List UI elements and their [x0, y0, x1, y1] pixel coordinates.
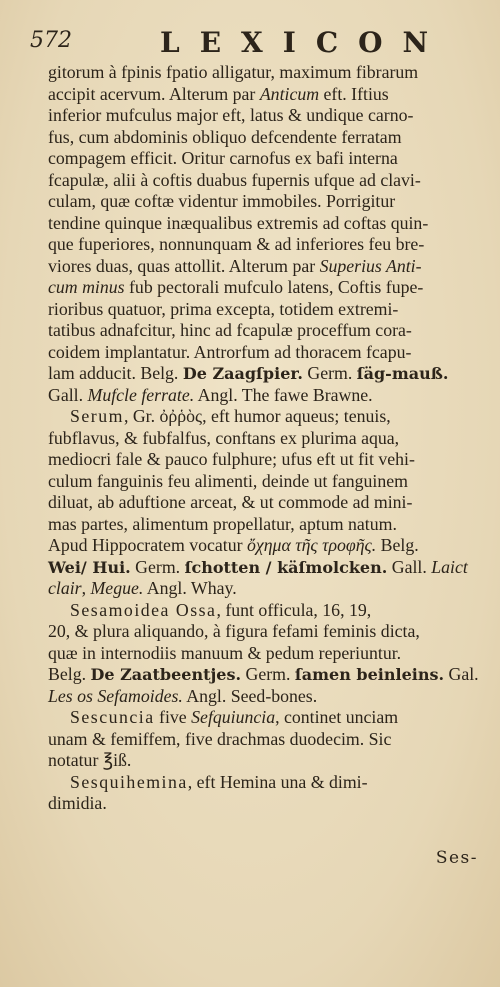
- text-segment: mediocri fale & pauco fulphure; ufus eft ut fit vehi-: [48, 449, 415, 469]
- text-line: [48, 428, 472, 450]
- text-segment: , eft Hemina una & dimi-: [187, 771, 368, 792]
- text-segment: Sefquiuncia: [191, 707, 276, 727]
- text-line: [48, 148, 472, 170]
- text-line: [48, 213, 472, 235]
- text-segment: gitorum à fpinis fpatio alligatur, maximum fibrarum: [48, 62, 419, 82]
- text-segment: Gall.: [48, 384, 88, 405]
- text-segment: diluat, ab aduftione arceat, & ut commode ad mini-: [48, 492, 413, 512]
- text-line: [48, 750, 472, 772]
- text-line: [48, 772, 472, 794]
- text-segment: clair: [48, 578, 82, 598]
- page-body: [48, 62, 479, 815]
- lemma: Sescuncia: [70, 707, 155, 727]
- text-segment: ſäg-mauß.: [356, 364, 449, 383]
- text-segment: inferior mufculus major eft, latus & undique carno-: [48, 105, 414, 125]
- text-line: [48, 793, 472, 815]
- text-segment: Apud Hippocratem vocatur: [48, 535, 247, 555]
- text-line: [48, 299, 472, 321]
- text-segment: compagem efficit. Oritur carnofus ex bafi interna: [48, 148, 398, 168]
- text-segment: tendine quinque inæqualibus extremis ad coftas quin-: [48, 212, 429, 233]
- text-segment: Laict: [431, 556, 468, 577]
- text-segment: Germ.: [241, 664, 295, 684]
- text-segment: , Gr. ὀῤῥὸς, eft humor aqueus; tenuis,: [123, 406, 391, 426]
- text-segment: Angl. Seed-bones.: [182, 685, 318, 706]
- text-line: [48, 729, 472, 751]
- text-line: [48, 406, 472, 428]
- text-segment: cum minus: [48, 277, 125, 297]
- text-segment: eft. Iftius: [319, 83, 389, 104]
- text-segment: quæ in internodiis manuum & pedum reperiuntur.: [48, 642, 402, 663]
- text-segment: Belg.: [48, 664, 91, 684]
- text-line: [48, 707, 472, 729]
- text-segment: Angl. The fawe Brawne.: [194, 384, 373, 405]
- text-segment: fubflavus, & fubfalfus, conftans ex plurima aqua,: [48, 427, 400, 448]
- text-line: [48, 320, 472, 342]
- text-line: [48, 664, 479, 686]
- text-segment: ,: [81, 578, 91, 598]
- text-segment: que fuperiores, nonnunquam & ad inferiores feu bre-: [48, 234, 425, 254]
- text-segment: Wei/ Hui.: [48, 557, 131, 577]
- text-segment: Gal.: [444, 664, 479, 684]
- text-segment: culum fanguinis feu alimenti, deinde ut fanguinem: [48, 470, 408, 491]
- text-line: [48, 600, 472, 622]
- text-segment: coidem implantatur. Antrorfum ad thoracem fcapu-: [48, 341, 412, 362]
- text-line: [48, 277, 472, 299]
- text-segment: ſchotten / käſmolcken.: [184, 557, 388, 577]
- text-line: [48, 621, 472, 643]
- text-line: [48, 578, 472, 600]
- text-segment: culam, quæ coftæ videntur immobiles. Porrigitur: [48, 191, 396, 211]
- text-segment: Mufcle ferrate.: [87, 384, 195, 405]
- text-segment: De Zaagſpier.: [182, 364, 303, 383]
- text-segment: dimidia.: [48, 793, 107, 813]
- text-line: [48, 471, 472, 493]
- text-segment: accipit acervum. Alterum par: [48, 83, 260, 104]
- text-segment: tatibus adnafcitur, hinc ad fcapulæ proceffum cora-: [48, 320, 412, 340]
- text-segment: five: [154, 707, 192, 727]
- text-line: [48, 84, 472, 106]
- text-line: [48, 492, 472, 514]
- text-line: [48, 363, 472, 385]
- text-line: [48, 385, 472, 407]
- text-segment: , continet unciam: [275, 707, 399, 727]
- text-segment: ὄχημα τῆς τροφῆς.: [247, 535, 377, 555]
- text-line: [48, 557, 472, 579]
- text-line: [48, 170, 472, 192]
- lemma: Sesquihemina: [70, 771, 188, 792]
- text-line: [48, 514, 472, 536]
- text-line: [48, 686, 472, 708]
- text-segment: fus, cum abdominis obliquo defcendente ferratam: [48, 126, 402, 147]
- lemma: Sesamoidea Ossa: [70, 599, 217, 620]
- text-line: [48, 105, 472, 127]
- text-line: [48, 62, 472, 84]
- text-segment: Megue.: [90, 578, 144, 598]
- page-number: 572: [30, 28, 72, 53]
- text-segment: notatur ℥iß.: [48, 750, 132, 770]
- text-segment: Gall.: [387, 556, 432, 577]
- text-segment: , funt officula, 16, 19,: [216, 599, 372, 620]
- text-segment: fcapulæ, alii à coftis duabus fupernis ufque ad clavi-: [48, 169, 421, 190]
- text-segment: Les os Sefamoides.: [48, 685, 183, 706]
- text-segment: Belg.: [376, 535, 419, 555]
- text-line: [48, 191, 472, 213]
- text-segment: Germ.: [302, 363, 357, 383]
- text-segment: fub pectorali mufculo latens, Coftis fupe-: [124, 277, 424, 297]
- text-segment: Superius Anti-: [319, 255, 422, 276]
- text-segment: 20, & plura aliquando, à figura fefami feminis dicta,: [48, 621, 420, 641]
- text-segment: rioribus quatuor, prima excepta, totidem extremi-: [48, 298, 399, 319]
- text-line: [48, 234, 472, 256]
- text-segment: Germ.: [130, 556, 185, 577]
- text-segment: Anticum: [259, 83, 320, 104]
- text-segment: mas partes, alimentum propellatur, aptum natum.: [48, 513, 397, 534]
- text-line: [48, 535, 472, 557]
- text-segment: lam adducit. Belg.: [48, 363, 183, 383]
- text-line: [48, 127, 472, 149]
- text-segment: viores duas, quas attollit. Alterum par: [48, 255, 320, 276]
- page-header: [30, 22, 480, 59]
- running-title: LEXICON: [160, 26, 449, 59]
- text-line: [48, 342, 472, 364]
- text-line: [48, 256, 472, 278]
- text-line: [48, 643, 472, 665]
- text-segment: Angl. Whay.: [143, 578, 237, 598]
- lemma: Serum: [70, 406, 124, 426]
- text-line: [48, 449, 472, 471]
- catchword: Ses-: [435, 848, 478, 868]
- text-segment: ſamen beinleins.: [294, 665, 445, 684]
- text-segment: unam & femiffem, five drachmas duodecim. Sic: [48, 728, 392, 749]
- text-segment: De Zaatbeentjes.: [90, 665, 242, 684]
